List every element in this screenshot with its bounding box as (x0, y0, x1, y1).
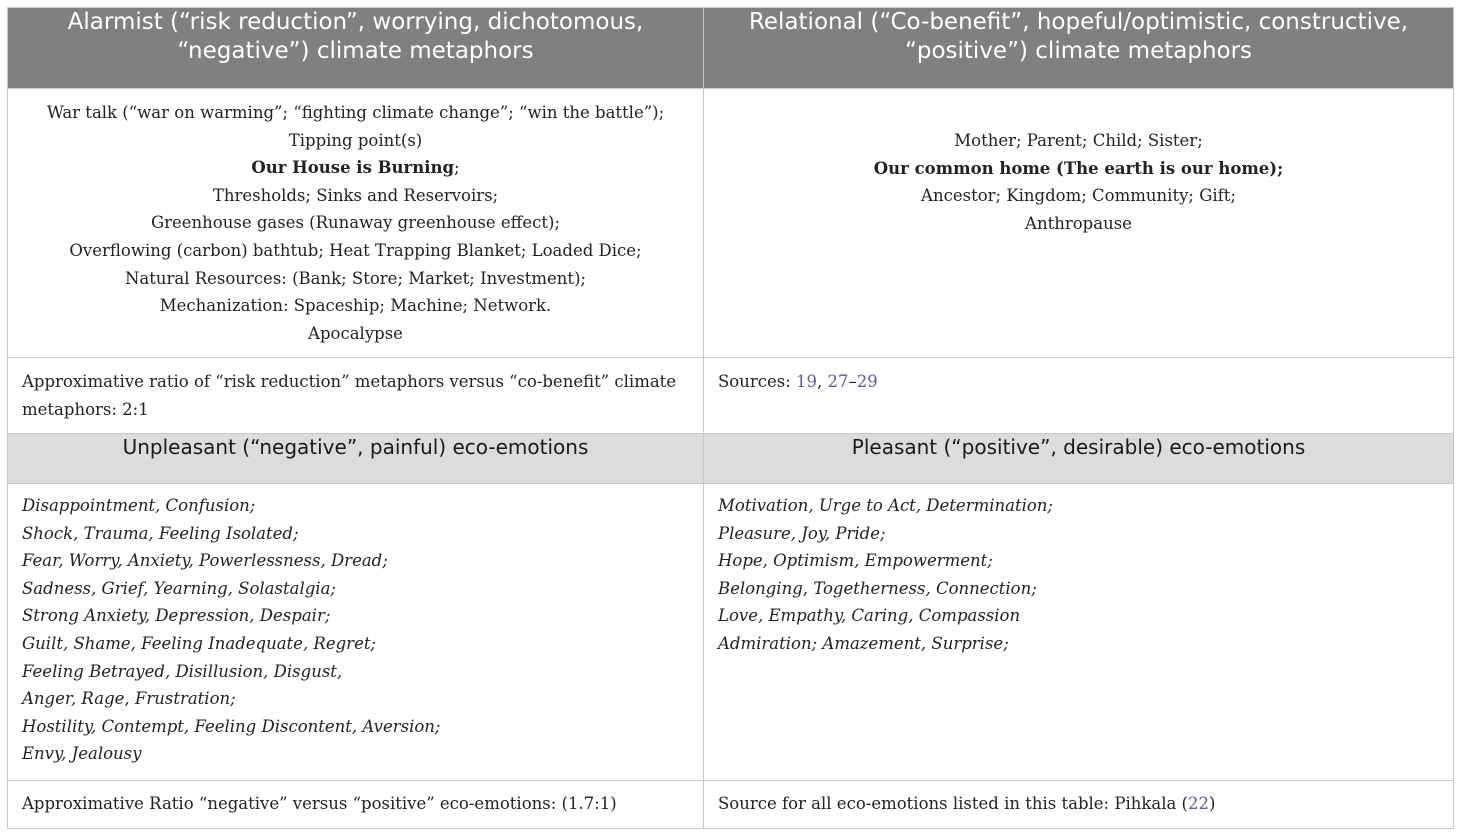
pleasant-emotion-item: Motivation, Urge to Act, Determination; (718, 496, 1053, 515)
unpleasant-emotion-item: Envy, Jealousy (22, 744, 142, 764)
reference-link[interactable]: 29 (856, 372, 878, 391)
alarmist-metaphors-header: Alarmist (“risk reduction”, worrying, dichotomous, “negative”) climate metaphors (8, 8, 704, 89)
alarmist-metaphor-item (8, 154, 703, 182)
unpleasant-emotion-item: Anger, Rage, Frustration; (22, 689, 236, 709)
metaphor-sources-cell (704, 358, 1454, 434)
unpleasant-emotion-item: Fear, Worry, Anxiety, Powerlessness, Dread; (22, 551, 388, 571)
relational-metaphor-item: Ancestor; Kingdom; Community; Gift; (921, 186, 1236, 206)
sources-dash: – (848, 372, 857, 391)
sources-label: Sources: (718, 372, 797, 391)
unpleasant-emotion-item: Hostility, Contempt, Feeling Discontent, Aversion; (22, 716, 441, 736)
unpleasant-emotion-item: Shock, Trauma, Feeling Isolated; (22, 523, 299, 543)
alarmist-metaphors-cell (8, 89, 704, 358)
metaphor-punctuation: ; (454, 158, 460, 178)
relational-metaphor-item: Anthropause (1025, 213, 1132, 233)
emotion-list-row (8, 484, 1454, 781)
alarmist-metaphor-item: War talk (“war on warming”; “fighting climate change”; “win the battle”); (46, 103, 665, 122)
unpleasant-emotions-header: Unpleasant (“negative”, painful) eco-emotions (8, 434, 704, 484)
unpleasant-emotion-item: Feeling Betrayed, Disillusion, Disgust, (22, 661, 343, 681)
emotion-ratio-cell (8, 781, 704, 829)
pleasant-emotion-item: Belonging, Togetherness, Connection; (718, 578, 1037, 598)
alarmist-metaphor-item: Natural Resources: (Bank; Store; Market; Investment); (124, 268, 587, 288)
unpleasant-emotion-item: Sadness, Grief, Yearning, Solastalgia; (22, 578, 336, 598)
emotion-source-label: Source for all eco-emotions listed in this table: Pihkala ( (718, 794, 1188, 813)
alarmist-metaphor-item: Overflowing (carbon) bathtub; Heat Trapping Blanket; Loaded Dice; (69, 240, 642, 260)
emotion-source-cell (704, 781, 1454, 829)
relational-metaphor-item: Mother; Parent; Child; Sister; (954, 131, 1203, 150)
relational-metaphors-cell (704, 89, 1454, 358)
metaphors-emotions-table (7, 7, 1454, 829)
alarmist-metaphor-item: Greenhouse gases (Runaway greenhouse effect); (150, 213, 561, 233)
pleasant-emotion-item: Admiration; Amazement, Surprise; (718, 633, 1009, 653)
reference-link[interactable]: 19 (796, 372, 818, 391)
relational-metaphor-item: Our common home (The earth is our home); (873, 158, 1284, 178)
unpleasant-emotion-item: Guilt, Shame, Feeling Inadequate, Regret; (22, 633, 377, 653)
emotion-source-close: ) (1208, 794, 1216, 813)
metaphor-ratio-row (8, 358, 1454, 434)
unpleasant-emotion-item: Strong Anxiety, Depression, Despair; (22, 606, 331, 626)
pleasant-emotion-item: Love, Empathy, Caring, Compassion (718, 606, 1021, 626)
unpleasant-emotions-cell (8, 484, 704, 781)
reference-link[interactable]: 22 (1187, 794, 1209, 813)
emotion-header-row (8, 434, 1454, 484)
alarmist-metaphor-item: Mechanization: Spaceship; Machine; Network. (159, 296, 552, 316)
metaphor-ratio-cell (8, 358, 704, 434)
highlighted-metaphor: Our House is Burning (251, 158, 455, 178)
metaphor-list-row (8, 89, 1454, 358)
emotion-ratio-text: Approximative Ratio “negative” versus “positive” eco-emotions: (1.7:1) (22, 794, 617, 813)
unpleasant-emotion-item: Disappointment, Confusion; (22, 496, 256, 515)
emotion-ratio-row (8, 781, 1454, 829)
relational-metaphors-header: Relational (“Co-benefit”, hopeful/optimistic, constructive, “positive”) climate metaphors (704, 8, 1454, 89)
pleasant-emotions-cell (704, 484, 1454, 781)
pleasant-emotion-item: Hope, Optimism, Empowerment; (718, 551, 993, 571)
reference-link[interactable]: 27 (827, 372, 849, 391)
alarmist-metaphor-item: Tipping point(s) (288, 130, 423, 150)
sources-separator: , (817, 372, 828, 391)
alarmist-metaphor-item: Thresholds; Sinks and Reservoirs; (212, 185, 499, 205)
metaphor-ratio-text: Approximative ratio of “risk reduction” metaphors versus “co-benefit” climate metaphors: 2:1 (22, 372, 677, 419)
alarmist-metaphor-item: Apocalypse (308, 323, 403, 343)
pleasant-emotion-item: Pleasure, Joy, Pride; (718, 523, 886, 543)
pleasant-emotions-header: Pleasant (“positive”, desirable) eco-emotions (704, 434, 1454, 484)
metaphor-header-row (8, 8, 1454, 89)
